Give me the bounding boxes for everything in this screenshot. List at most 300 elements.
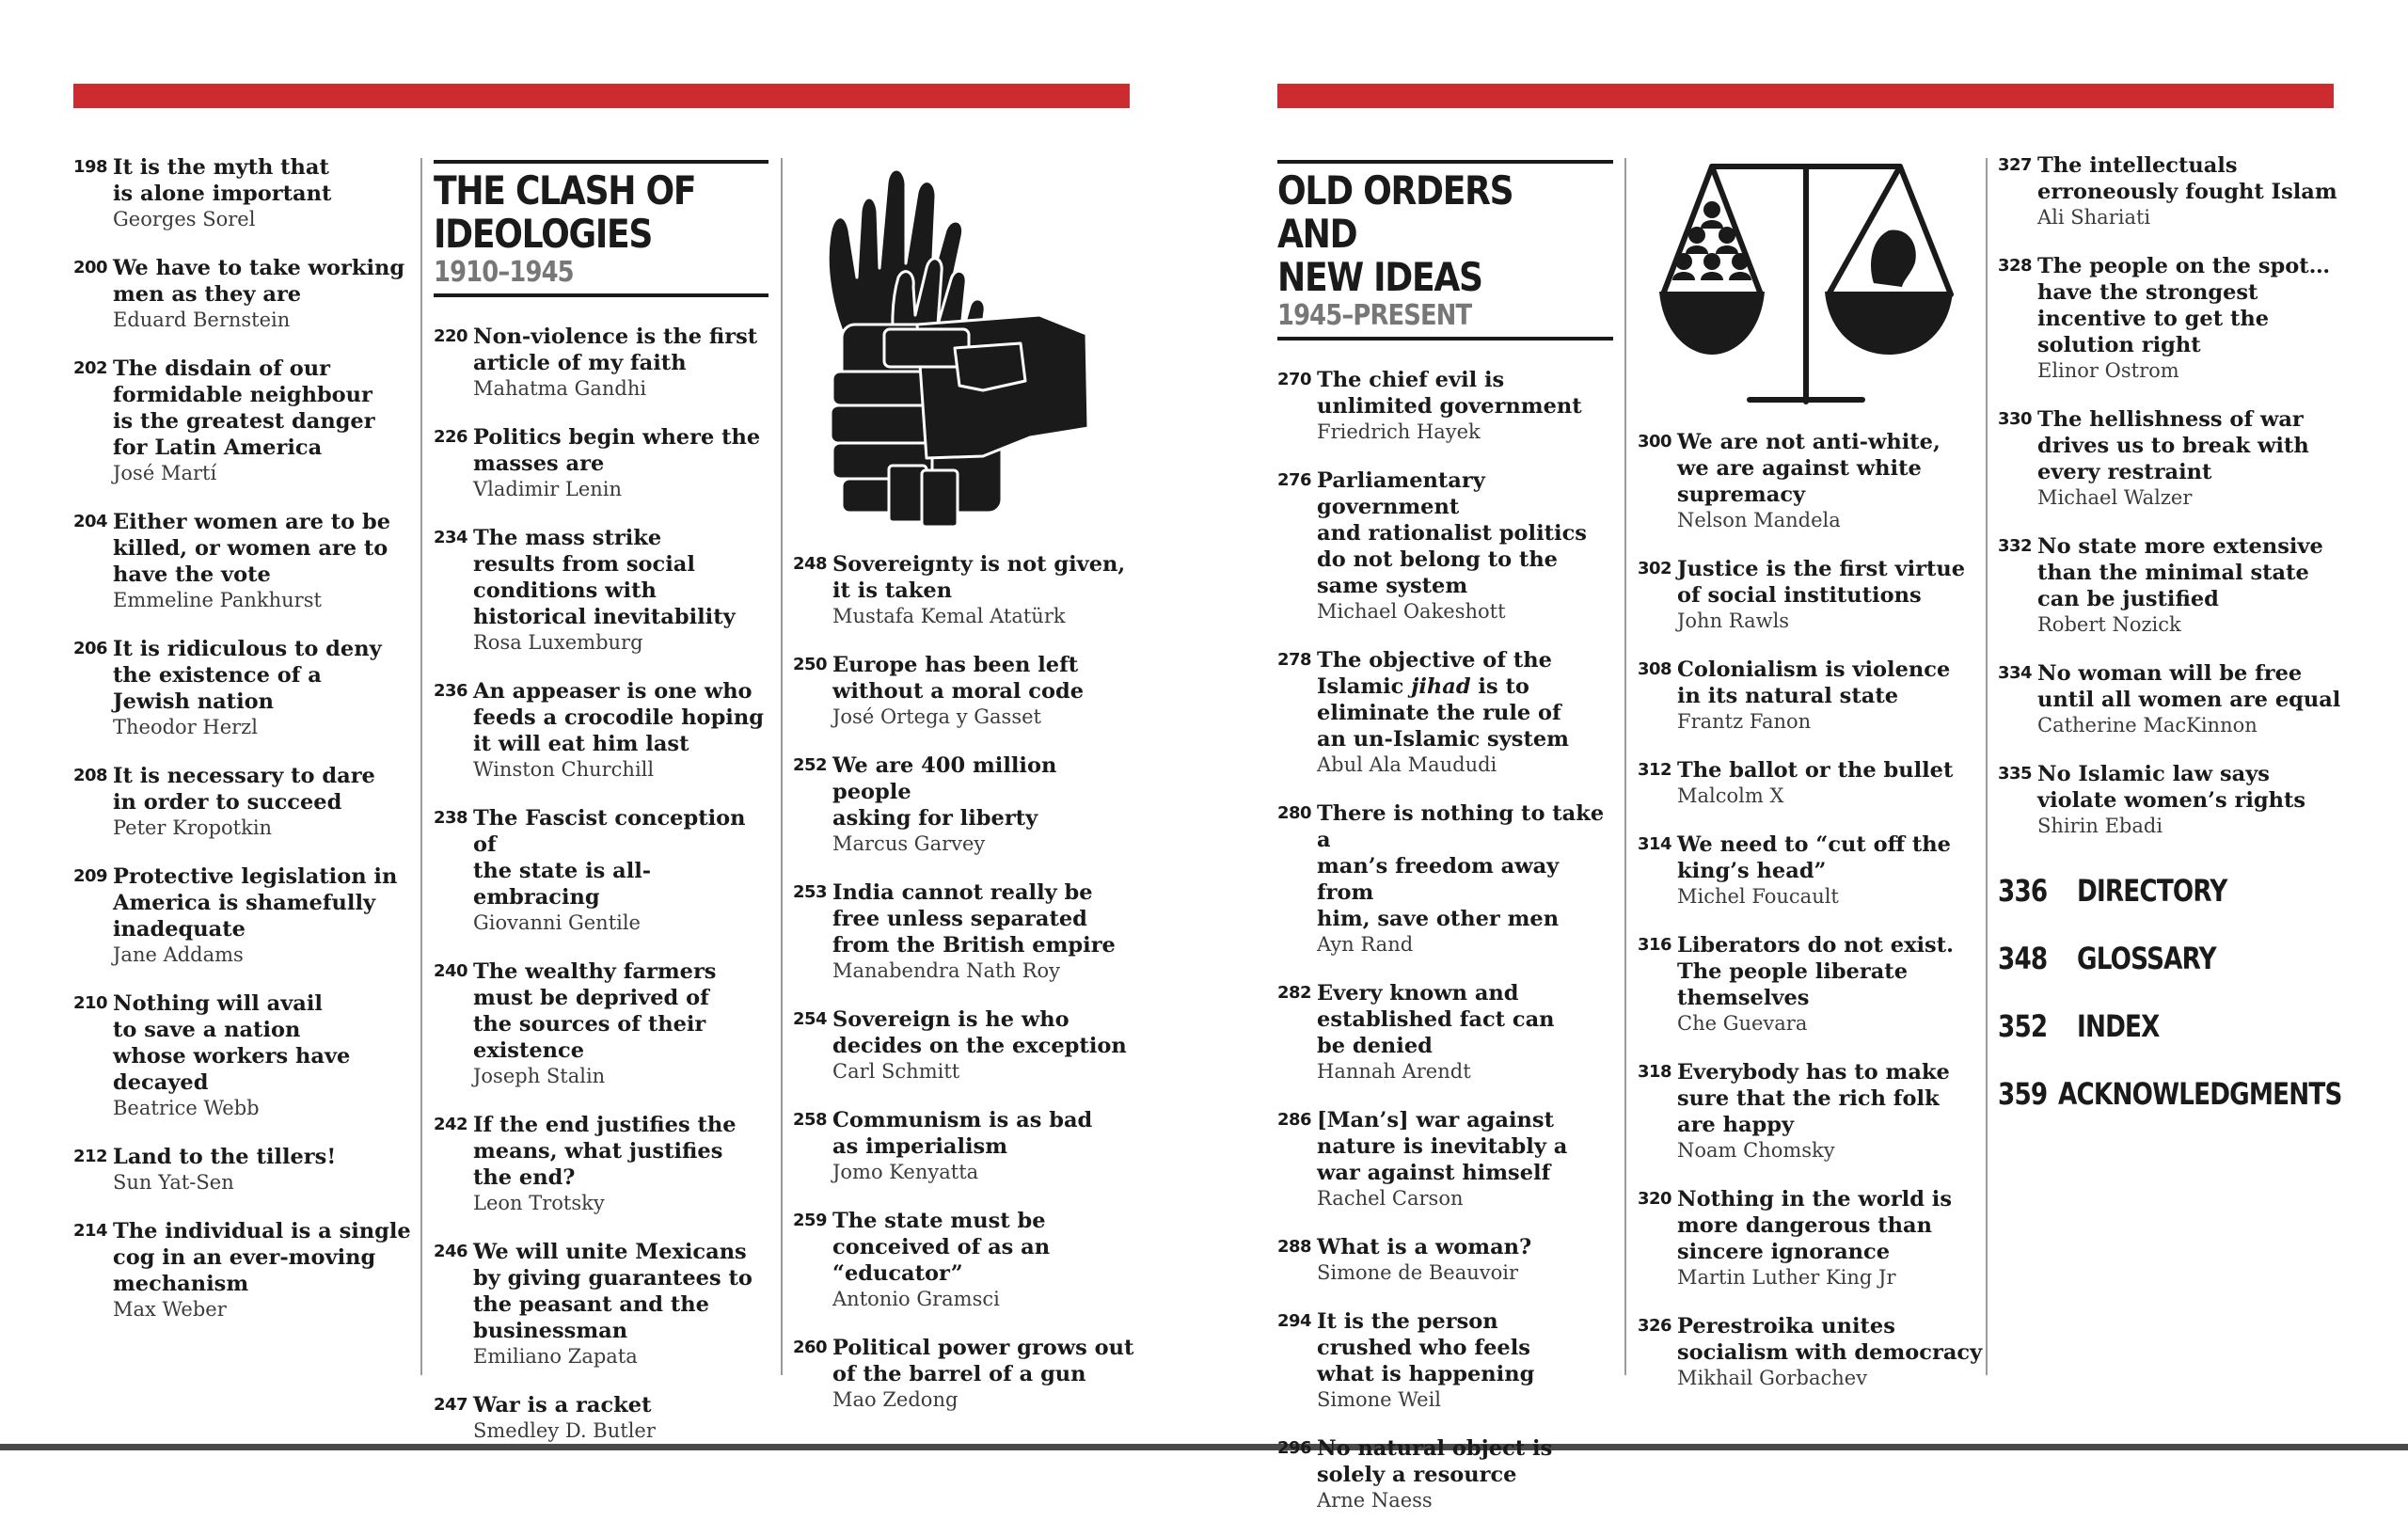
entry-quote-line: by giving guarantees to [473,1266,752,1291]
entry-quote-line: erroneously fought Islam [2037,180,2337,204]
entry-quote [1317,980,1613,1059]
toc-entry[interactable] [1998,406,2355,511]
entry-quote-line: Jewish nation [113,689,274,714]
toc-column-6 [1998,152,2355,1142]
entry-page-number: 296 [1277,1438,1312,1458]
entry-page-number: 328 [1998,256,2033,276]
column-divider [420,158,422,1375]
toc-entry[interactable] [793,1335,1141,1413]
entry-author: Noam Chomsky [1677,1139,1835,1162]
toc-entry[interactable] [434,958,768,1089]
entry-quote-line: India cannot really be [832,880,1093,905]
entry-quote [1677,831,1986,884]
entry-quote-line: conceived of as an [832,1235,1051,1259]
entry-quote-line: of social institutions [1677,583,1922,608]
entry-quote [2037,406,2355,485]
toc-entry[interactable] [1277,1234,1613,1286]
column-divider [1986,158,1988,1375]
entry-quote-line: Communism is as bad [832,1108,1093,1132]
entry-quote [2037,761,2355,814]
entry-quote-line: Land to the tillers! [113,1145,337,1169]
entry-quote-line: Europe has been left [832,653,1079,677]
entry-author: Smedley D. Butler [473,1419,656,1442]
entry-page-number: 288 [1277,1237,1312,1257]
entry-quote-line: Non-violence is the first [473,325,758,349]
entry-page-number: 198 [73,157,108,177]
entry-quote-line: No state more extensive [2037,534,2323,559]
entry-quote [473,1112,768,1191]
entry-quote [473,324,768,376]
entry-quote-line: Everybody has to make [1677,1060,1950,1085]
entry-page-number: 259 [793,1211,828,1230]
entry-quote-line: have the vote [113,562,271,587]
entry-author: Che Guevara [1677,1012,1808,1035]
right-page-red-bar [1277,84,2334,108]
entry-author: Mikhail Gorbachev [1677,1367,1868,1389]
toc-entry[interactable] [1277,980,1613,1085]
entry-page-number: 240 [434,961,468,981]
entry-quote [1317,1435,1613,1488]
entry-quote-line: killed, or women are to [113,536,388,561]
entry-quote-line: whose workers have [113,1044,351,1069]
toc-entry[interactable] [1638,657,1986,735]
entry-author: Mao Zedong [832,1388,958,1411]
entry-quote-line: to save a nation [113,1018,301,1042]
entry-quote-line: without a moral code [832,679,1085,704]
toc-entry[interactable] [793,1107,1141,1185]
entry-author: Theodor Herzl [113,716,258,738]
entry-page-number: 210 [73,993,108,1013]
entry-page-number: 204 [73,512,108,531]
entry-author: Peter Kropotkin [113,816,273,839]
entry-quote-line: the end? [473,1165,576,1190]
entry-quote-line: can be justified [2037,587,2219,611]
back-matter-label: ACKNOWLEDGMENTS [2057,1076,2342,1112]
toc-entry[interactable] [73,356,412,486]
entry-quote-line: free unless separated [832,907,1087,931]
toc-entries [1998,152,2355,839]
entry-quote-line: Political power grows out [832,1336,1134,1360]
entry-page-number: 252 [793,755,828,775]
entry-page-number: 327 [1998,155,2033,175]
entry-quote [1677,1313,1986,1366]
entry-page-number: 250 [793,655,828,674]
entry-quote-line: cog in an ever-moving [113,1245,376,1270]
entry-page-number: 202 [73,358,108,378]
toc-entry[interactable] [434,324,768,402]
entry-quote-line: the existence of a [113,663,322,688]
entry-author: José Martí [113,462,217,484]
toc-entry[interactable] [793,752,1141,857]
toc-entry[interactable] [73,154,412,232]
entry-page-number: 214 [73,1221,108,1241]
toc-entry[interactable] [1998,660,2355,738]
toc-entry[interactable] [73,990,412,1121]
entry-quote-line: Protective legislation in [113,864,398,889]
left-page-red-bar [73,84,1130,108]
toc-column-5 [1638,429,1986,1414]
entry-quote-line: established fact can [1317,1007,1555,1032]
entry-quote-line: solution right [2037,333,2201,357]
entry-quote-line: of the barrel of a gun [832,1362,1086,1386]
entry-quote-line: “educator” [832,1261,963,1286]
entry-quote-line: Sovereign is he who [832,1007,1069,1032]
entry-quote [113,1218,412,1297]
entry-quote-line: him, save other men [1317,907,1560,931]
entry-quote-line: Either women are to be [113,510,391,534]
entry-quote-line: It is ridiculous to deny [113,637,382,661]
toc-entry[interactable] [434,1112,768,1216]
entry-author: Winston Churchill [473,758,655,781]
entry-author: Carl Schmitt [832,1060,960,1083]
entry-author: Simone Weil [1317,1388,1442,1411]
entry-quote-line: the sources of their [473,1012,706,1037]
entry-quote-line: be denied [1317,1034,1433,1058]
entry-quote-line: man’s freedom away from [1317,854,1560,905]
entry-author: Simone de Beauvoir [1317,1261,1518,1284]
back-matter-label: GLOSSARY [2077,941,2216,976]
entry-quote [113,154,412,207]
entry-page-number: 302 [1638,559,1672,578]
entry-author: Michael Walzer [2037,486,2193,509]
entry-quote-line: the peasant and the [473,1292,709,1317]
entry-quote [113,255,412,308]
toc-entry[interactable] [1277,647,1613,778]
toc-entry[interactable] [1638,932,1986,1037]
entry-quote-line: The state must be [832,1209,1046,1233]
toc-entry[interactable] [1638,1059,1986,1164]
toc-entry[interactable] [434,1239,768,1370]
entry-quote-line: more dangerous than [1677,1213,1932,1238]
entry-quote-line: The objective of the [1317,648,1552,673]
entry-page-number: 254 [793,1009,828,1029]
entry-quote-line: We have to take working [113,256,405,280]
entry-page-number: 335 [1998,764,2033,784]
entry-author: Martin Luther King Jr [1677,1266,1896,1289]
toc-entry[interactable] [1638,556,1986,634]
entry-page-number: 326 [1638,1316,1672,1336]
toc-entry[interactable] [1638,831,1986,910]
entry-quote-line: war against himself [1317,1161,1551,1185]
entry-author: Jane Addams [113,943,244,966]
toc-entry[interactable] [434,525,768,656]
entry-quote-line: unlimited government [1317,394,1582,419]
entry-author: Marcus Garvey [832,832,986,855]
entry-page-number: 246 [434,1242,468,1261]
entry-quote-line: men as they are [113,282,302,307]
entry-quote-line: The ballot or the bullet [1677,758,1954,783]
section-old-orders-new-ideas [1277,160,1613,1536]
back-matter-label: INDEX [2077,1008,2160,1044]
entry-author: Shirin Ebadi [2037,815,2163,837]
toc-entry[interactable] [1638,757,1986,809]
entry-author: Georges Sorel [113,208,256,230]
entry-quote-line: decides on the exception [832,1034,1127,1058]
entry-author: Jomo Kenyatta [832,1161,979,1183]
entry-quote-line: Sovereignty is not given, [832,552,1126,577]
entry-author: Robert Nozick [2037,613,2181,636]
entry-author: Mahatma Gandhi [473,377,647,400]
back-matter-item[interactable] [1998,871,2355,911]
toc-entry[interactable] [1277,467,1613,625]
entry-quote-line: Parliamentary government [1317,468,1485,519]
entry-quote-line: and rationalist politics [1317,521,1587,546]
entry-quote-line: The mass strike [473,526,662,550]
entry-quote-line: No woman will be free [2037,661,2303,686]
entry-quote-line: The people liberate [1677,959,1909,984]
entry-page-number: 260 [793,1338,828,1357]
entry-quote-line: are happy [1677,1113,1795,1137]
entry-page-number: 248 [793,554,828,574]
toc-entry[interactable] [434,805,768,936]
section-header [434,160,768,297]
entry-page-number: 320 [1638,1189,1672,1209]
entry-quote-line: must be deprived of [473,986,709,1010]
entry-quote [473,1239,768,1344]
entry-author: Elinor Ostrom [2037,359,2179,382]
toc-entry[interactable] [73,1218,412,1322]
back-matter-list [1998,871,2355,1114]
toc-entry[interactable] [1638,1313,1986,1391]
entry-quote-line: No natural object is [1317,1436,1553,1461]
toc-entry[interactable] [793,652,1141,730]
entry-author: Eduard Bernstein [113,309,291,331]
entry-quote-line: The wealthy farmers [473,959,717,984]
entry-quote-line: every restraint [2037,460,2212,484]
toc-entry[interactable] [793,879,1141,984]
entry-quote [1317,1308,1613,1387]
entry-quote-line: is the greatest danger [113,409,375,434]
entry-page-number: 220 [434,326,468,346]
entry-quote-line: The Fascist conception of [473,806,746,857]
toc-entry[interactable] [793,551,1141,629]
section-title-line: NEW IDEAS [1277,254,1482,300]
toc-column-1 [73,154,412,1345]
entry-quote-line: We need to “cut off the [1677,832,1951,857]
entry-author: Emiliano Zapata [473,1345,638,1368]
entry-quote [473,424,768,477]
toc-entry[interactable] [73,763,412,841]
entry-quote-line: an un-Islamic system [1317,727,1569,752]
entry-author: Abul Ala Maududi [1317,753,1497,776]
entry-quote [2037,660,2355,713]
entry-author: Emmeline Pankhurst [113,589,322,611]
entry-quote [1677,932,1986,1011]
entry-quote-line: It is necessary to dare [113,764,375,788]
entry-quote-line: as imperialism [832,1134,1008,1159]
toc-entry[interactable] [434,1392,768,1444]
entry-quote-line: what is happening [1317,1362,1535,1386]
entry-quote-line: eliminate the rule of [1317,701,1561,725]
entry-author: Michael Oakeshott [1317,600,1506,623]
entry-quote-line: Perestroika unites [1677,1314,1895,1338]
entry-quote-line: We will unite Mexicans [473,1240,747,1264]
toc-entry[interactable] [793,1208,1141,1312]
toc-entry[interactable] [73,636,412,740]
entry-quote [113,990,412,1096]
entry-quote [832,752,1141,831]
entry-page-number: 208 [73,766,108,785]
entry-author: John Rawls [1677,610,1790,632]
entry-quote [1677,556,1986,609]
entry-quote-line: There is nothing to take a [1317,801,1605,852]
back-matter-page-number: 348 [1998,941,2048,976]
back-matter-item[interactable] [1998,939,2355,978]
entry-author: Max Weber [113,1298,227,1321]
entry-quote-line: Politics begin where the [473,425,761,450]
toc-entry[interactable] [1998,533,2355,638]
toc-entry[interactable] [1998,761,2355,839]
section-title-line: OLD ORDERS AND [1277,167,1513,257]
entry-page-number: 282 [1277,983,1312,1003]
entry-quote-line: is alone important [113,182,332,206]
entry-quote-line: The hellishness of war [2037,407,2304,432]
entry-page-number: 312 [1638,760,1672,780]
toc-entry[interactable] [1277,367,1613,445]
entry-quote-line: Islamic jihad is to [1317,674,1529,699]
column-divider [1624,158,1626,1375]
entry-page-number: 314 [1638,834,1672,854]
entry-page-number: 316 [1638,935,1672,955]
entry-page-number: 236 [434,681,468,701]
entry-quote-line: sure that the rich folk [1677,1086,1940,1111]
entry-quote-line: Justice is the first virtue [1677,557,1966,581]
entry-quote-line: crushed who feels [1317,1336,1530,1360]
entry-page-number: 280 [1277,803,1312,823]
entry-quote-line: existence [473,1038,585,1063]
entry-quote-line: America is shamefully [113,891,376,915]
entry-author: Antonio Gramsci [832,1288,1000,1310]
page-bottom-edge [0,1444,2408,1450]
entry-page-number: 242 [434,1115,468,1134]
entry-author: Rachel Carson [1317,1187,1464,1210]
section-title [434,169,721,256]
entry-quote-line: for Latin America [113,435,323,460]
toc-entry[interactable] [1277,1435,1613,1513]
entry-quote-line: socialism with democracy [1677,1340,1983,1365]
entry-author: Giovanni Gentile [473,911,641,934]
entry-quote-line: article of my faith [473,351,687,375]
entry-quote-line: do not belong to the [1317,547,1558,572]
entry-quote-line: feeds a crocodile hoping [473,705,764,730]
entry-quote-line: king’s head” [1677,859,1827,883]
entry-quote-line: it is taken [832,578,953,603]
entry-quote [473,958,768,1064]
entry-author: Nelson Mandela [1677,509,1841,531]
toc-entry[interactable] [1277,800,1613,958]
entry-quote-line: inadequate [113,917,246,942]
section-title-line: IDEOLOGIES [434,211,653,257]
entry-quote [832,1107,1141,1160]
entry-author: Friedrich Hayek [1317,420,1481,443]
entry-quote-line: Colonialism is violence [1677,657,1951,682]
entry-quote-line: it will eat him last [473,732,689,756]
entry-quote [2037,152,2355,205]
entry-author: José Ortega y Gasset [832,705,1041,728]
entry-quote-line: have the strongest [2037,280,2258,305]
entry-page-number: 258 [793,1110,828,1130]
entry-quote-line: We are not anti-white, [1677,430,1941,454]
back-matter-page-number: 352 [1998,1008,2048,1044]
toc-entry[interactable] [73,509,412,613]
back-matter-label: DIRECTORY [2077,873,2227,909]
entry-author: Sun Yat-Sen [113,1171,234,1194]
entry-quote-line: Nothing will avail [113,991,323,1016]
entry-page-number: 308 [1638,659,1672,679]
entry-author: Hannah Arendt [1317,1060,1471,1083]
toc-entry[interactable] [1998,253,2355,384]
column-divider [781,158,783,1375]
entry-quote [832,652,1141,705]
entry-quote [473,805,768,911]
section-dates: 1910–1945 [434,256,574,289]
entry-quote-line: It is the myth that [113,155,329,180]
entry-quote [832,551,1141,604]
back-matter-item[interactable] [1998,1006,2355,1046]
balance-scale-icon [1656,155,1956,409]
entry-page-number: 334 [1998,663,2033,683]
entry-quote-line: results from social [473,552,695,577]
toc-entry[interactable] [793,1006,1141,1085]
entry-quote-line: The people on the spot… [2037,254,2331,278]
back-matter-item[interactable] [1998,1074,2355,1114]
entry-author: Joseph Stalin [473,1065,606,1087]
entry-author: Frantz Fanon [1677,710,1812,733]
entry-quote [2037,253,2355,358]
entry-author: Vladimir Lenin [473,478,623,500]
raised-fists-icon [795,155,1105,531]
entry-quote-line: We are 400 million people [832,753,1057,804]
entry-page-number: 294 [1277,1311,1312,1331]
entry-page-number: 206 [73,639,108,658]
entry-quote [1677,1059,1986,1138]
section-title [1277,169,1566,299]
entry-quote [1317,647,1613,752]
entry-quote-line: Liberators do not exist. [1677,933,1954,958]
section-clash-of-ideologies [434,160,768,1466]
entry-author: Rosa Luxemburg [473,631,643,654]
entry-page-number: 247 [434,1395,468,1415]
toc-entry[interactable] [1277,1107,1613,1211]
toc-entry[interactable] [1638,1186,1986,1291]
entry-quote [1677,657,1986,709]
toc-entry[interactable] [434,678,768,783]
entry-quote-line: The chief evil is [1317,368,1505,392]
toc-entry[interactable] [1998,152,2355,230]
entry-quote-line: It is the person [1317,1309,1498,1334]
entry-quote-line: No Islamic law says [2037,762,2270,786]
entry-quote-line: The disdain of our [113,356,330,381]
toc-entry[interactable] [434,424,768,502]
entry-quote-line: drives us to break with [2037,434,2309,458]
toc-entry[interactable] [73,255,412,333]
entry-page-number: 209 [73,866,108,886]
toc-entry[interactable] [1638,429,1986,533]
toc-entry[interactable] [1277,1308,1613,1413]
entry-author: Leon Trotsky [473,1192,605,1214]
entry-page-number: 286 [1277,1110,1312,1130]
entry-quote [1317,1234,1613,1260]
entry-quote-line: than the minimal state [2037,561,2309,585]
toc-entry[interactable] [73,1144,412,1196]
toc-entry[interactable] [73,863,412,968]
entry-quote-line: masses are [473,451,605,476]
section-dates: 1945–PRESENT [1277,299,1472,332]
entry-quote-line: mechanism [113,1272,249,1296]
entry-page-number: 300 [1638,432,1672,451]
entry-quote [113,863,412,942]
entry-quote-line: What is a woman? [1317,1235,1532,1259]
